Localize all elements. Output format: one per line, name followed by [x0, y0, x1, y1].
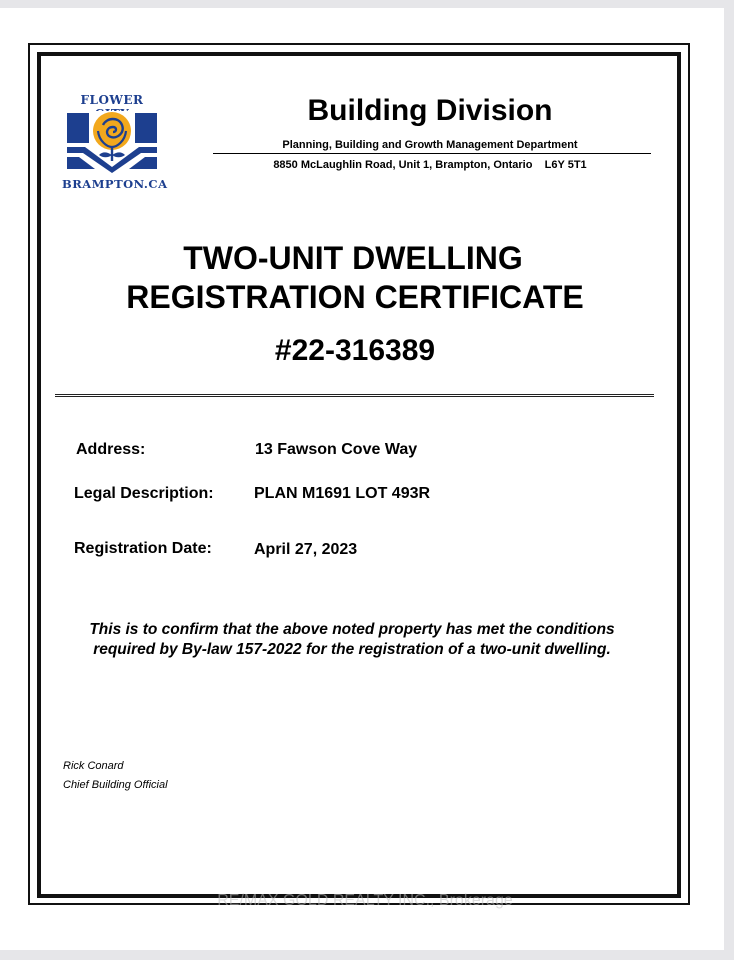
registration-date-value: April 27, 2023 [254, 541, 358, 558]
signatory-name: Rick Conard [63, 760, 124, 772]
brampton-logo [62, 93, 168, 193]
logo-top-text: FLOWER [80, 93, 144, 107]
address-label: Address: [76, 441, 146, 458]
office-address: 8850 McLaughlin Road, Unit 1, Brampton, Ontario L6Y 5T1 [273, 159, 587, 171]
certificate-title-line1: TWO-UNIT DWELLING [183, 240, 523, 276]
logo-bottom-text: BRAMPTON.CA [62, 177, 168, 191]
flower-city-rose-icon [65, 111, 159, 173]
legal-description-label: Legal Description: [74, 485, 214, 502]
address-value: 13 Fawson Cove Way [255, 441, 418, 458]
signatory-title: Chief Building Official [63, 779, 168, 791]
division-title: Building Division [307, 94, 553, 127]
confirmation-statement [48, 620, 656, 660]
brokerage-watermark: RE/MAX GOLD REALTY INC., Brokerage [217, 892, 513, 909]
certificate-title-line2: REGISTRATION CERTIFICATE [126, 279, 584, 315]
header-divider [213, 153, 651, 154]
section-divider [55, 394, 654, 397]
registration-date-label: Registration Date: [74, 540, 212, 557]
legal-description-value: PLAN M1691 LOT 493R [254, 485, 431, 502]
confirmation-line1: This is to confirm that the above noted property has met the conditions [89, 621, 615, 638]
department-name: Planning, Building and Growth Management Department [282, 139, 578, 151]
confirmation-line2: required by By-law 157-2022 for the registration of a two-unit dwelling. [93, 641, 611, 658]
certificate-number: #22-316389 [274, 334, 436, 367]
